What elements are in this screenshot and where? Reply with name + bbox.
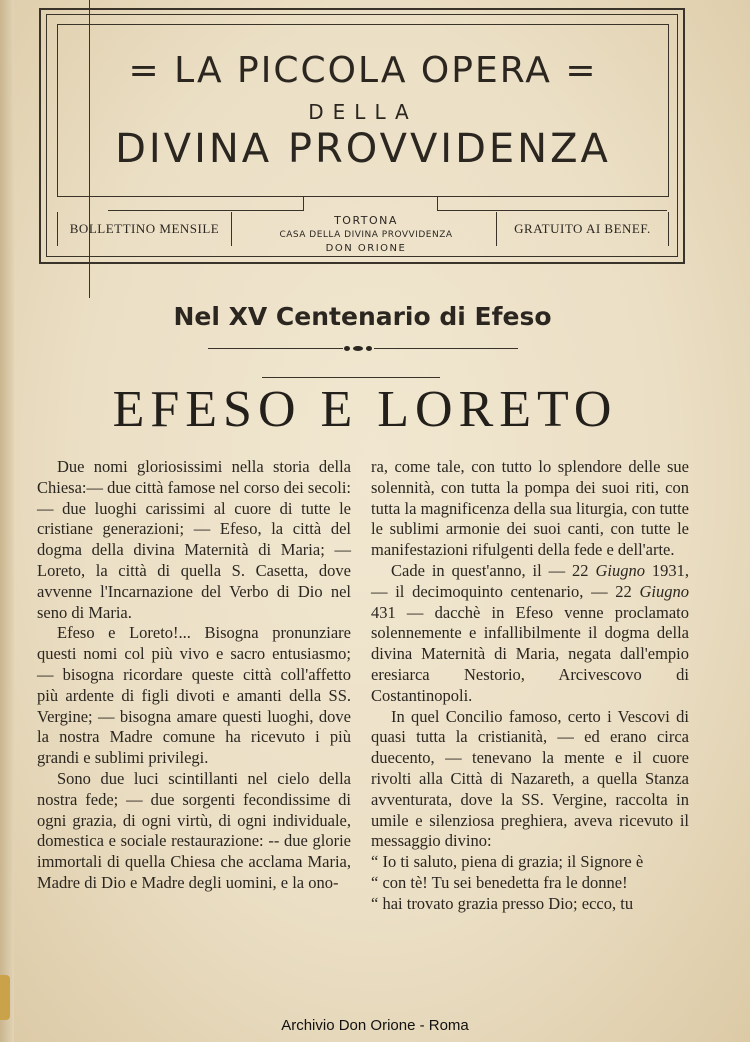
- article-title: EFESO E LORETO: [112, 381, 618, 438]
- page-edge: [0, 0, 14, 1042]
- left-column: [37, 457, 351, 894]
- quote-line-3: “ hai trovato grazia presso Dio; ecco, tu: [371, 893, 634, 913]
- right-column: [371, 457, 689, 915]
- bollettino-box: BOLLETTINO MENSILE: [57, 212, 232, 246]
- masthead-rule-left: [108, 210, 303, 211]
- masthead-rule-right: [437, 210, 667, 211]
- masthead-tick-left: [303, 197, 304, 211]
- publisher-name: DON ORIONE: [325, 243, 407, 254]
- paragraph-1: Due nomi gloriosissimi nella storia della Chiesa:— due città famose nel corso dei secoli: — due luoghi carissimi al cuore di tutte le cristiane generazioni; — Efeso, la città del dogma della divina Maternità di Maria; — Loreto, la città di quella S. Casetta, dove avvenne l'Incarnazione del Verbo di Dio nel seno di Maria.: [37, 457, 351, 622]
- masthead-title-line1: = LA PICCOLA OPERA =: [128, 50, 598, 91]
- publisher-info: [258, 214, 474, 256]
- paragraph-4: ra, come tale, con tutto lo splendore delle sue solennità, con tutta la pompa dei suoi riti, con tutta la magnificenza della sua liturgia, con tutte le sublimi armonie dei suoi canti, con tutte le manifestazioni rifulgenti della fede e dell'arte.: [371, 457, 689, 560]
- masthead-tick-right: [437, 197, 438, 211]
- masthead-title-line2: DELLA: [308, 100, 418, 124]
- publisher-house: CASA DELLA DIVINA PROVVIDENZA: [279, 230, 453, 240]
- paragraph-5: Cade in quest'anno, il — 22 Giugno 1931, — il decimoquinto centenario, — 22 Giugno 431 — dacchè in Efeso venne proclamato solennemente e infallibilmente il dogma della divina Maternità di Maria, negata dall'empio eresiarca Nestorio, Arcivescovo di Costantinopoli.: [371, 560, 690, 705]
- paragraph-3: Sono due luci scintillanti nel cielo della nostra fede; — due sorgenti fecondissime di ogni grazia, di ogni virtù, di ogni individuale, domestica e sociale restaurazione: -- due glorie immortali di quella Chiesa che acclama Maria, Madre di Dio e Madre degli uomini, e la ono-: [37, 768, 351, 892]
- masthead-title-line3: DIVINA PROVVIDENZA: [115, 126, 611, 172]
- paragraph-2: Efeso e Loreto!... Bisogna pronunziare questi nomi col più vivo e sacro entusiasmo; — bisogna ricordare queste città coll'affetto più ardente di figli divoti e amanti della SS. Vergine; — bisogna amare questi luoghi, dove la nostra Madre comune ha ricevuto i più grandi e sublimi privilegi.: [37, 623, 351, 768]
- quote-line-1: “ Io ti saluto, piena di grazia; il Signore è: [371, 852, 644, 872]
- binding-tab: [0, 975, 10, 1020]
- gratuito-box: GRATUITO AI BENEF.: [496, 212, 669, 246]
- quote-line-2: “ con tè! Tu sei benedetta fra le donne!: [371, 872, 628, 892]
- paragraph-6: In quel Concilio famoso, certo i Vescovi di quasi tutta la cristianità, — ed erano circa duecento, — tenevano la mente e il cuore rivolti alla Città di Nazareth, a quella Stanza avventurata, dove la SS. Vergine, raccolta in umile e silenziosa preghiera, aveva ricevuto il messaggio divino:: [371, 706, 689, 851]
- publisher-city: TORTONA: [334, 214, 398, 227]
- title-rule: [262, 377, 440, 378]
- section-title: Nel XV Centenario di Efeso: [173, 302, 552, 331]
- ornament-divider: [208, 347, 518, 351]
- archive-footer: Archivio Don Orione - Roma: [281, 1017, 469, 1034]
